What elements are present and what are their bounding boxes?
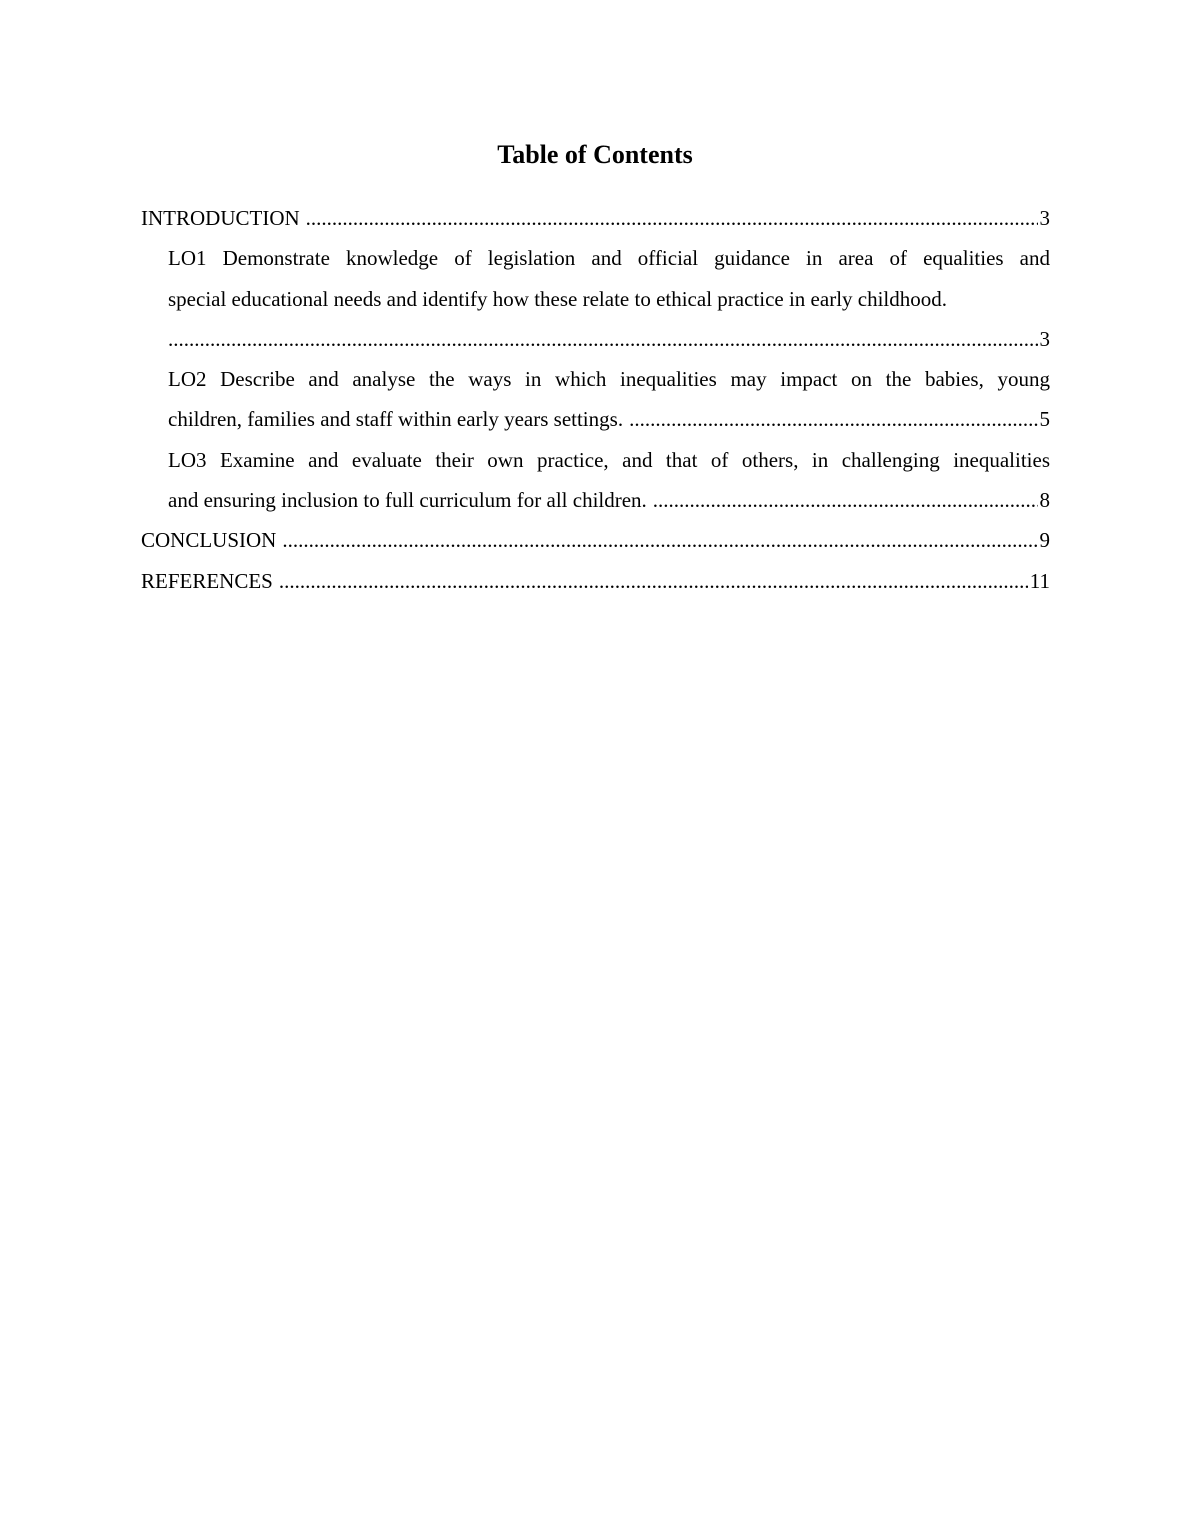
toc-entry-lo2[interactable]: children, families and staff within early years settings. ..... 5 — [141, 399, 1050, 439]
toc-entry-lo1-line2[interactable]: special educational needs and identify how these relate to ethical practice in early childhood. — [168, 286, 948, 311]
toc-entry-introduction[interactable]: INTRODUCTION ..... 3 — [141, 198, 1050, 238]
table-of-contents — [141, 198, 1050, 601]
toc-entry-references[interactable]: REFERENCES ..... 11 — [141, 561, 1050, 601]
toc-title: Table of Contents — [497, 140, 693, 169]
toc-entry-lo2-line1[interactable]: LO2 Describe and analyse the ways in which inequalities may impact on the babies, young — [168, 367, 1050, 392]
toc-entry-lo1-line1[interactable]: LO1 Demonstrate knowledge of legislation and official guidance in area of equalities and — [168, 246, 1050, 271]
toc-entry-lo3[interactable]: and ensuring inclusion to full curriculum for all children. ..... 8 — [141, 480, 1050, 520]
toc-entry-conclusion[interactable]: CONCLUSION ..... 9 — [141, 520, 1050, 560]
toc-entry-lo3-line1[interactable]: LO3 Examine and evaluate their own practice, and that of others, in challenging inequalities — [168, 447, 1050, 472]
toc-entry-lo1[interactable]: ..... 3 — [141, 319, 1050, 359]
